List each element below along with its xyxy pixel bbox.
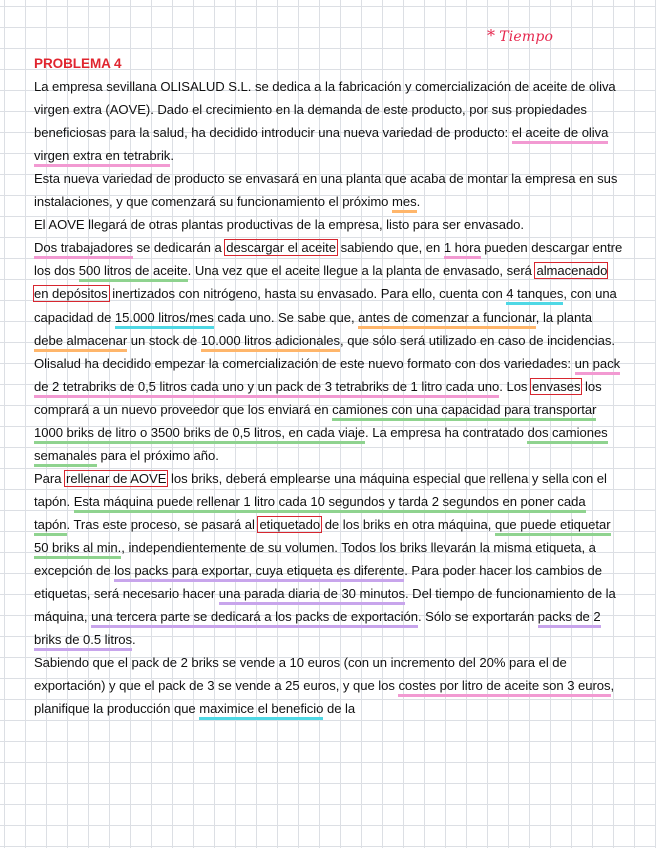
text-segment: inertizados con nitrógeno, hasta su envasado. Para ello, cuenta con [108, 286, 507, 302]
highlight-capacity: 15.000 litros/mes [115, 310, 214, 329]
boxed-unload-step: descargar el aceite [226, 240, 336, 256]
highlight-tanks: 4 tanques [506, 286, 563, 305]
text-segment: . La empresa ha contratado [365, 424, 528, 440]
paragraph-intro [34, 75, 624, 167]
text-segment: . [132, 632, 136, 648]
text-segment: , planifique la producción que [34, 678, 615, 717]
boxed-containers-step: envases [532, 378, 581, 394]
paragraph-aove [34, 213, 624, 236]
note-text: Tiempo [499, 29, 554, 45]
text-segment: . [170, 148, 174, 164]
text-segment: , independientemente de su volumen. Todos los briks llevarán la misma etiqueta, a excepción de [34, 539, 596, 579]
highlight-one-hour: 1 hora [444, 240, 481, 259]
text-segment: de los briks en otra máquina, [321, 516, 495, 532]
boxed-storage-step: almacenado en depósitos [34, 263, 608, 302]
highlight-before-start: antes de comenzar a funcionar [358, 310, 536, 329]
highlight-month: mes [392, 194, 417, 213]
highlight-truck-capacity: camiones con una capacidad para transportar 1000 briks de litro o 3500 briks de 0,5 litros, en cada viaje [34, 402, 596, 444]
text-segment: un stock de [127, 332, 201, 348]
highlight-label-rate: que puede etiquetar 50 briks al min. [34, 517, 611, 559]
text-segment: se dedicarán a [132, 240, 226, 256]
highlight-extra-stock: 10.000 litros adicionales [201, 333, 340, 352]
paragraph-machines [34, 467, 624, 651]
highlight-maximize-profit: maximice el beneficio [199, 701, 323, 720]
text-segment: los briks, deberá emplearse una máquina especial que rellena y sella con el tapón. [34, 470, 607, 509]
text-segment: . Tras este proceso, se pasará al [66, 516, 259, 532]
handwritten-note [487, 26, 553, 45]
text-segment: sabiendo que, en [336, 240, 444, 256]
highlight-must-store: debe almacenar [34, 333, 127, 352]
paragraph-plant [34, 167, 624, 213]
text-segment: . Para poder hacer los cambios de etiquetas, será necesario hacer [34, 563, 602, 602]
problem-title: PROBLEMA 4 [34, 56, 122, 71]
paragraph-packs [34, 352, 624, 467]
asterisk-mark: * [487, 26, 496, 45]
paragraph-unloading [34, 236, 624, 351]
text-segment: El AOVE llegará de otras plantas productivas de la empresa, listo para ser envasado. [34, 217, 525, 233]
boxed-fill-step: rellenar de AOVE [66, 470, 167, 486]
highlight-fill-rate: Esta máquina puede rellenar 1 litro cada 10 segundos y tarda 2 segundos en poner cada tapón [34, 494, 586, 536]
highlight-workers: Dos trabajadores [34, 240, 133, 259]
text-segment: , la planta [535, 309, 593, 325]
text-segment: cada uno. Se sabe que, [213, 309, 359, 325]
highlight-500-litres: 500 litros de aceite [79, 263, 188, 282]
text-segment: los comprará a un nuevo proveedor que los enviará en [34, 378, 602, 417]
highlight-product: el aceite de oliva virgen extra en tetrabrik [34, 125, 608, 167]
highlight-cost-per-litre: costes por litro de aceite son 3 euros [398, 678, 610, 697]
text-segment: . Una vez que el aceite llegue a la planta de envasado, será [187, 263, 536, 279]
text-segment: Esta nueva variedad de producto se envasará en una planta que acaba de montar la empresa en sus instalaciones, y que comenzará su funcionamiento el próximo [34, 171, 618, 210]
highlight-daily-stop: una parada diaria de 30 minutos [219, 586, 405, 605]
text-segment: Olisalud ha decidido empezar la comercialización de este nuevo formato con dos variedades: [34, 355, 575, 371]
text-segment: pueden descargar entre los dos [34, 240, 623, 279]
text-segment: . [416, 194, 421, 210]
highlight-export-labels: los packs para exportar, cuya etiqueta es diferente [114, 563, 404, 582]
text-segment: . Sólo se exportarán [418, 609, 538, 625]
text-segment: Para [34, 470, 66, 486]
text-segment: La empresa sevillana OLISALUD S.L. se dedica a la fabricación y comercialización de aceite de oliva virgen extra (AOVE). Dado el crecimiento en la demanda de este producto, por sus propiedades beneficiosas para la salud, ha decidido introducir una nueva variedad de producto: [34, 79, 616, 141]
text-segment: , con una capacidad de [34, 286, 617, 325]
highlight-weekly-trucks: dos camiones semanales [34, 425, 608, 467]
text-segment: Sabiendo que el pack de 2 briks se vende a 10 euros (con un incremento del 20% para el de exportación) y que el pack de 3 se vende a 25 euros, y que los [34, 655, 567, 694]
highlight-export-packs: packs de 2 briks de 0.5 litros [34, 609, 601, 651]
text-segment: . Los [499, 378, 532, 394]
boxed-label-step: etiquetado [259, 516, 321, 532]
problem-document [34, 52, 624, 720]
text-segment: , que sólo será utilizado en caso de incidencias. [340, 332, 615, 348]
text-segment: de la [323, 701, 356, 717]
highlight-pack-varieties: un pack de 2 tetrabriks de 0,5 litros cada uno y un pack de 3 tetrabriks de 1 litro cada uno [34, 356, 620, 398]
text-segment: para el próximo año. [96, 447, 219, 463]
paragraph-pricing [34, 651, 624, 720]
text-segment: . Del tiempo de funcionamiento de la máquina, [34, 586, 616, 625]
highlight-export-share: una tercera parte se dedicará a los packs de exportación [91, 609, 418, 628]
